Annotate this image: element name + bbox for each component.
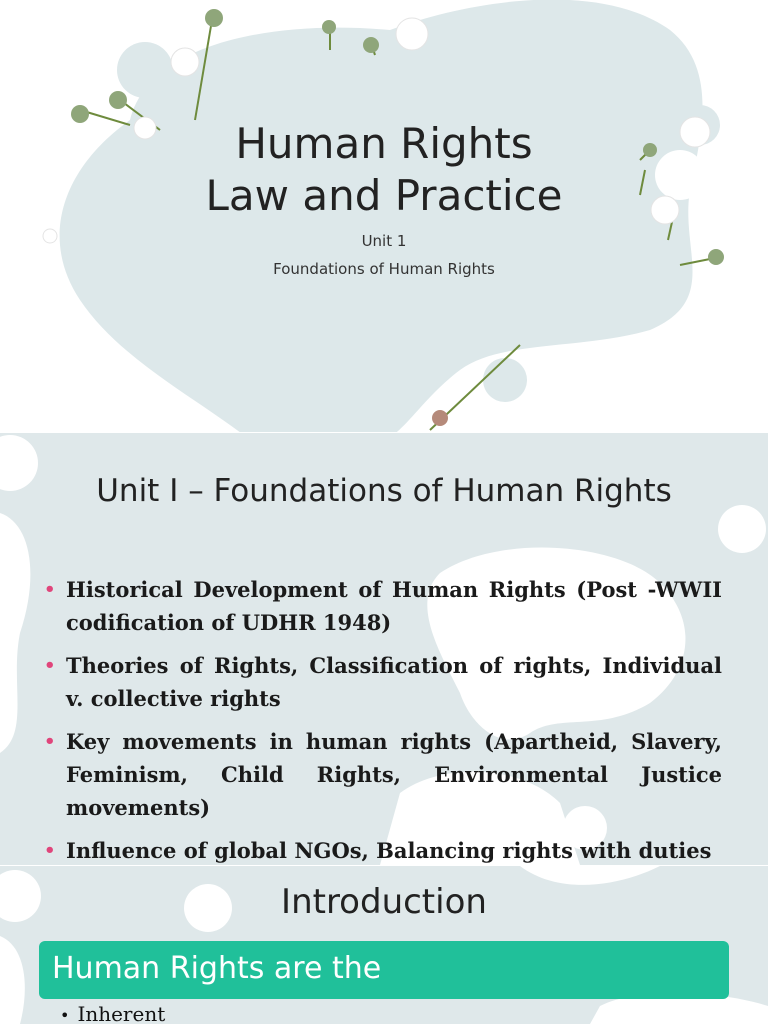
bullet-dot: • [44, 840, 56, 861]
introduction-slide [0, 866, 768, 1024]
banner-text: Human Rights are the [52, 951, 382, 986]
bullet-list [44, 573, 722, 865]
list-item: • Inherent [60, 1002, 166, 1024]
subtitle-topic: Foundations of Human Rights [273, 260, 495, 278]
bullet-dot: • [60, 1006, 70, 1024]
content-slide [0, 433, 768, 865]
definition-banner [39, 941, 729, 999]
list-item: • Key movements in human rights (Apartheid, Slavery, Feminism, Child Rights, Environmental Justice movements) [44, 725, 722, 824]
title-line-1: Human Rights [235, 119, 533, 168]
bullet-dot: • [44, 579, 56, 600]
subtitle-unit: Unit 1 [361, 232, 407, 250]
slide-title: Introduction [281, 882, 487, 922]
slide-title: Unit I – Foundations of Human Rights [96, 473, 672, 509]
title-line-2: Law and Practice [205, 171, 563, 220]
slide-title [0, 118, 768, 222]
list-item: • Influence of global NGOs, Balancing rights with duties [44, 834, 722, 865]
bullet-dot: • [44, 731, 56, 752]
list-item: • Historical Development of Human Rights (Post -WWII codification of UDHR 1948) [44, 573, 722, 639]
title-slide [0, 0, 768, 432]
bullet-dot: • [44, 655, 56, 676]
list-item: • Theories of Rights, Classification of rights, Individual v. collective rights [44, 649, 722, 715]
